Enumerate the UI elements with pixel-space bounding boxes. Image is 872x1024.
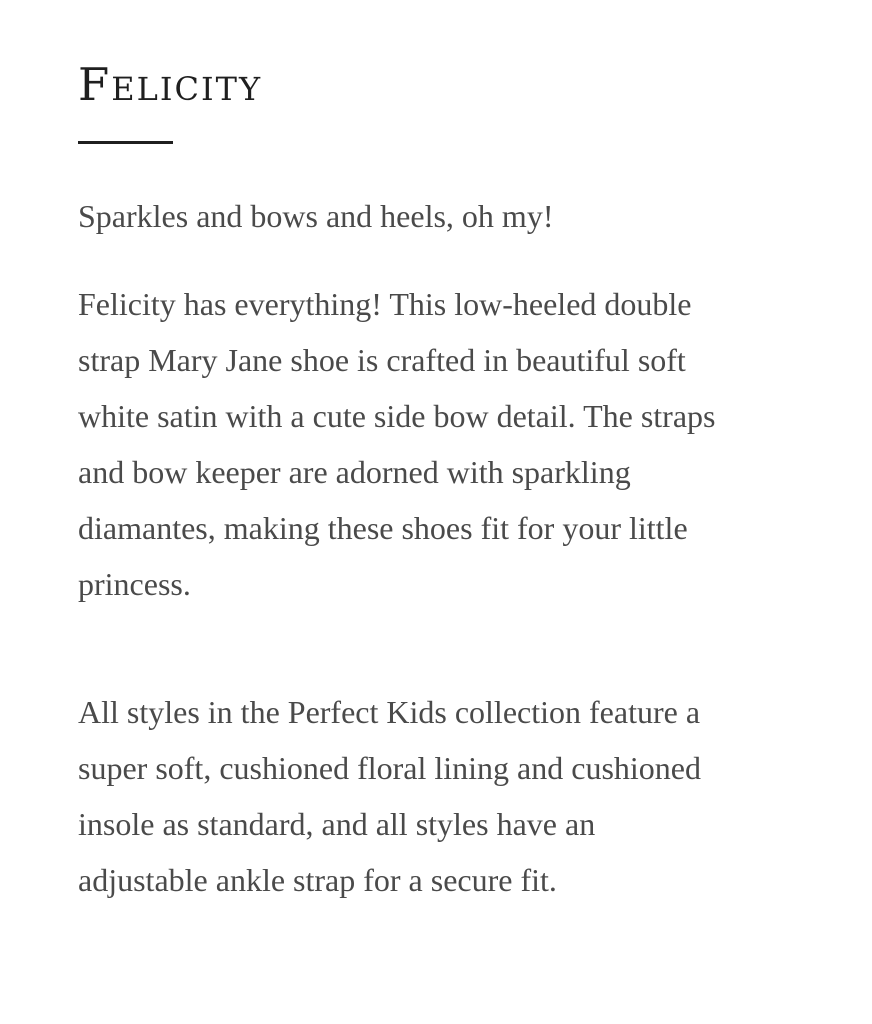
collection-note: All styles in the Perfect Kids collection feature a super soft, cushioned floral lining and cushioned insole as standard, and all styles have an adjustable ankle strap for a secure fit. <box>78 694 701 898</box>
product-description: Felicity has everything! This low-heeled double strap Mary Jane shoe is crafted in beautiful soft white satin with a cute side bow detail. The straps and bow keeper are adorned with sparkling diamantes, making these shoes fit for your little princess. <box>78 286 716 602</box>
product-description-section <box>78 56 718 908</box>
title-underline-divider <box>78 141 173 144</box>
product-title: Felicity <box>78 58 263 111</box>
product-tagline: Sparkles and bows and heels, oh my! <box>78 198 554 234</box>
